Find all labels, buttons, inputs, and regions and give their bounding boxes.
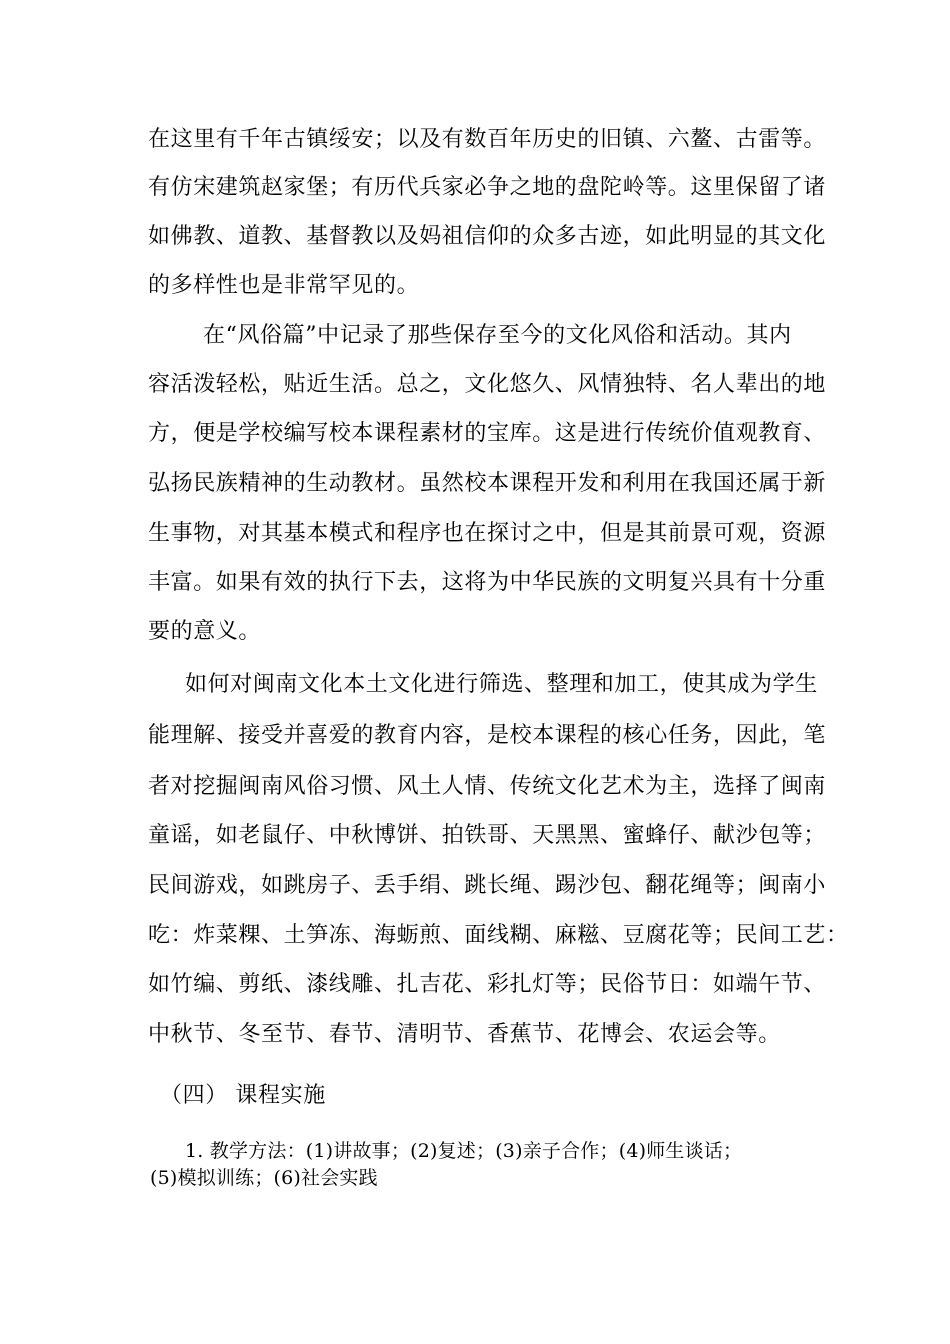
paragraph-2-line-1: 在“风俗篇”中记录了那些保存至今的文化风俗和活动。其内 [203,323,792,348]
paragraph-1-line-2: 有仿宋建筑赵家堡；有历代兵家必争之地的盘陀岭等。这里保留了诸 [148,175,827,200]
paragraph-3-line-2: 能理解、接受并喜爱的教育内容，是校本课程的核心任务，因此，笔 [148,723,827,748]
paragraph-2-line-7: 要的意义。 [148,619,262,644]
paragraph-1-line-4: 的多样性也是非常罕见的。 [148,273,420,298]
paragraph-3-line-1: 如何对闽南文化本土文化进行筛选、整理和加工，使其成为学生 [185,672,818,697]
paragraph-3-line-6: 吃：炸菜粿、土笋冻、海蛎煎、面线糊、麻糍、豆腐花等；民间工艺： [148,923,849,948]
paragraph-2-line-3: 方，便是学校编写校本课程素材的宝库。这是进行传统价值观教育、 [148,421,827,446]
paragraph-2-line-2: 容活泼轻松，贴近生活。总之，文化悠久、风情独特、名人辈出的地 [148,372,827,397]
paragraph-2-line-6: 丰富。如果有效的执行下去，这将为中华民族的文明复兴具有十分重 [148,570,827,595]
paragraph-2-line-5: 生事物，对其基本模式和程序也在探讨之中，但是其前景可观，资源 [148,521,827,546]
paragraph-2-line-4: 弘扬民族精神的生动教材。虽然校本课程开发和利用在我国还属于新 [148,471,827,496]
teaching-methods-line-2: (5)模拟训练；(6)社会实践 [150,1167,378,1189]
paragraph-3-line-3: 者对挖掘闽南风俗习惯、风土人情、传统文化艺术为主，选择了闽南 [148,774,827,799]
paragraph-1-line-1: 在这里有千年古镇绥安；以及有数百年历史的旧镇、六鳌、古雷等。 [148,127,827,152]
paragraph-1-line-3: 如佛教、道教、基督教以及妈祖信仰的众多古迹，如此明显的其文化 [148,224,827,249]
paragraph-3-line-4: 童谣，如老鼠仔、中秋博饼、拍铁哥、天黑黑、蜜蜂仔、献沙包等； [148,823,827,848]
section-heading: （四） 课程实施 [160,1083,326,1108]
paragraph-3-line-7: 如竹编、剪纸、漆线雕、扎吉花、彩扎灯等；民俗节日：如端午节、 [148,972,827,997]
teaching-methods-line-1: 1. 教学方法：(1)讲故事；(2)复述；(3)亲子合作；(4)师生谈话； [185,1140,743,1162]
paragraph-3-line-8: 中秋节、冬至节、春节、清明节、香蕉节、花博会、农运会等。 [148,1022,781,1047]
paragraph-3-line-5: 民间游戏，如跳房子、丢手绢、跳长绳、踢沙包、翻花绳等；闽南小 [148,873,827,898]
